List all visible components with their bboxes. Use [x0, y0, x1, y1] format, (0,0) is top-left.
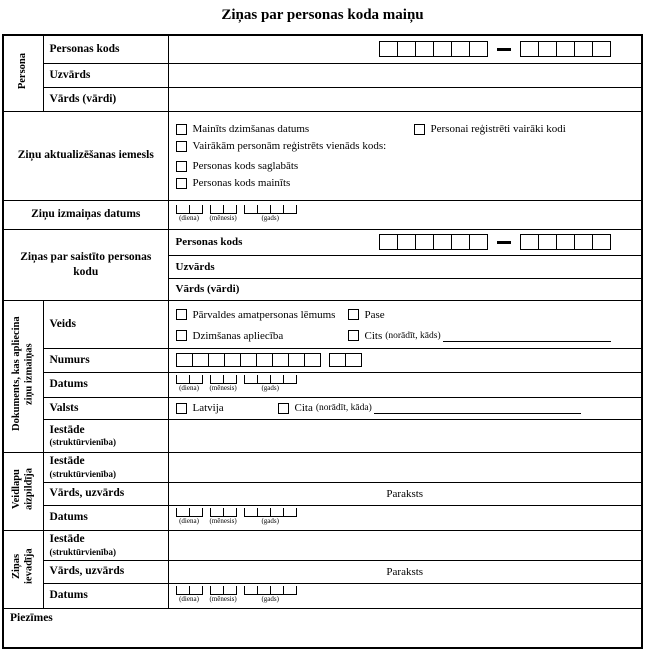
dokuments-datums-field — [168, 372, 642, 397]
option-vienads-kods — [176, 140, 636, 152]
box-cell[interactable] — [345, 353, 362, 367]
ievadija-vards-label: Vārds, uzvārds — [43, 560, 168, 583]
checkbox-label: Cits — [364, 329, 383, 342]
valsts-options — [169, 402, 642, 414]
checkbox-kods-saglabats[interactable] — [176, 161, 187, 172]
ievadija-datums-label: Datums — [43, 583, 168, 608]
day-cells[interactable] — [176, 375, 203, 384]
year-label: (gads) — [261, 595, 279, 604]
checkbox-label: Personas kods saglabāts — [192, 160, 299, 172]
option-registreti-vairaki-kodi — [414, 123, 566, 135]
box-cell[interactable] — [397, 41, 416, 57]
iemesls-options — [169, 116, 642, 195]
date-part-year — [244, 205, 297, 223]
checkbox-pase[interactable] — [348, 309, 359, 320]
veidlapu-datums-field — [168, 505, 642, 530]
izmainas-datums-label: Ziņu izmaiņas datums — [3, 200, 168, 229]
box-cell[interactable] — [538, 41, 557, 57]
month-cells[interactable] — [210, 586, 237, 595]
box-cell[interactable] — [224, 353, 241, 367]
saistitais-vards-label: Vārds (vārdi) — [175, 283, 240, 295]
piezimes-label: Piezīmes — [10, 611, 53, 624]
box-cell[interactable] — [272, 353, 289, 367]
document-number-input[interactable] — [169, 353, 642, 367]
checkbox-label: Latvija — [192, 402, 224, 414]
option-kods-mainits — [176, 177, 636, 189]
checkbox-label: Dzimšanas apliecība — [192, 329, 284, 342]
date-part-year — [244, 586, 297, 604]
day-label: (diena) — [179, 384, 199, 393]
box-cell[interactable] — [208, 353, 225, 367]
option-parvaldes-lemums — [176, 309, 348, 321]
box-cell[interactable] — [223, 375, 237, 384]
saistitais-vards-row — [169, 283, 642, 295]
cita-note: (norādīt, kāda) — [315, 403, 372, 413]
code-second-group[interactable] — [520, 234, 611, 250]
form-table — [2, 34, 643, 649]
year-label: (gads) — [261, 517, 279, 526]
valsts-label: Valsts — [43, 397, 168, 419]
box-cell[interactable] — [415, 41, 434, 57]
box-cell[interactable] — [469, 234, 488, 250]
box-cell[interactable] — [304, 353, 321, 367]
code-second-group[interactable] — [520, 41, 611, 57]
box-cell[interactable] — [176, 375, 190, 384]
date-part-day — [176, 375, 203, 393]
date-part-year — [244, 375, 297, 393]
checkbox-dzimsanas-aplieciba[interactable] — [176, 330, 187, 341]
year-label: (gads) — [261, 214, 279, 223]
box-cell[interactable] — [270, 205, 284, 214]
box-cell[interactable] — [257, 508, 271, 517]
year-cells[interactable] — [244, 586, 297, 595]
checkbox-label: Mainīts dzimšanas datums — [192, 123, 310, 135]
entered-date-input[interactable] — [169, 586, 642, 604]
box-cell[interactable] — [288, 353, 305, 367]
box-cell[interactable] — [176, 205, 190, 214]
veidlapu-iestade-field[interactable] — [168, 452, 642, 482]
option-latvija — [176, 402, 278, 414]
persona-kods-label: Personas kods — [43, 35, 168, 63]
month-cells[interactable] — [210, 508, 237, 517]
persona-uzvards-field[interactable] — [168, 63, 642, 87]
date-part-month — [210, 586, 237, 604]
saistitais-vards-field[interactable] — [168, 278, 642, 300]
iestade-note: (struktūrvienība) — [49, 437, 117, 448]
number-first-group[interactable] — [176, 353, 321, 367]
saistitais-kods-field[interactable] — [168, 229, 642, 255]
veids-options — [169, 301, 642, 348]
cits-write-in-line[interactable] — [443, 330, 611, 342]
document-date-input[interactable] — [169, 375, 642, 393]
box-cell[interactable] — [574, 41, 593, 57]
box-cell[interactable] — [397, 234, 416, 250]
checkbox-label: Vairākām personām reģistrēts vienāds kods: — [192, 140, 387, 152]
checkbox-cita-valsts[interactable] — [278, 403, 289, 414]
checkbox-label: Pase — [364, 308, 385, 321]
box-cell[interactable] — [451, 234, 470, 250]
month-cells[interactable] — [210, 205, 237, 214]
box-cell[interactable] — [283, 205, 297, 214]
box-cell[interactable] — [223, 508, 237, 517]
veids-label: Veids — [43, 300, 168, 348]
number-second-group[interactable] — [329, 353, 362, 367]
dokuments-iestade-label-cell — [43, 419, 168, 452]
saistitais-section-label: Ziņas par saistīto personas kodu — [3, 229, 168, 300]
checkbox-kods-mainits[interactable] — [176, 178, 187, 189]
box-cell[interactable] — [538, 234, 557, 250]
box-cell[interactable] — [379, 41, 398, 57]
filled-date-input[interactable] — [169, 508, 642, 526]
box-cell[interactable] — [244, 375, 258, 384]
month-label: (mēnesis) — [209, 384, 237, 393]
piezimes-field[interactable] — [3, 608, 642, 648]
ievadija-iestade-field[interactable] — [168, 530, 642, 560]
checkbox-label: Cita — [294, 402, 313, 414]
box-cell[interactable] — [283, 375, 297, 384]
option-cita-valsts — [278, 402, 642, 414]
iemesls-line-1 — [176, 123, 636, 135]
date-part-day — [176, 508, 203, 526]
change-date-input[interactable] — [169, 205, 642, 223]
box-cell[interactable] — [256, 353, 273, 367]
iestade-label: Iestāde — [49, 423, 85, 436]
box-cell[interactable] — [176, 586, 190, 595]
box-cell[interactable] — [270, 508, 284, 517]
veidlapu-section-label: Veidlapu aizpildīja — [10, 467, 35, 510]
box-cell[interactable] — [433, 234, 452, 250]
saistitais-uzvards-row — [169, 261, 642, 273]
iemesls-options-cell — [168, 111, 642, 200]
dash-separator — [497, 241, 511, 244]
day-cells[interactable] — [176, 205, 203, 214]
box-cell[interactable] — [433, 41, 452, 57]
box-cell[interactable] — [210, 375, 224, 384]
related-code-input[interactable] — [242, 234, 641, 250]
box-cell[interactable] — [223, 586, 237, 595]
date-part-day — [176, 586, 203, 604]
veidlapu-vards-label: Vārds, uzvārds — [43, 482, 168, 505]
veidlapu-vards-paraksts-field[interactable] — [168, 482, 642, 505]
persona-uzvards-label: Uzvārds — [43, 63, 168, 87]
box-cell[interactable] — [592, 41, 611, 57]
box-cell[interactable] — [520, 41, 539, 57]
veidlapu-iestade-label-cell — [43, 452, 168, 482]
dash-separator — [497, 48, 511, 51]
iestade-label: Iestāde — [49, 533, 85, 546]
cita-write-in-line[interactable] — [374, 402, 581, 414]
ievadija-datums-field — [168, 583, 642, 608]
checkbox-registreti-vairaki-kodi[interactable] — [414, 124, 425, 135]
box-cell[interactable] — [270, 586, 284, 595]
box-cell[interactable] — [574, 234, 593, 250]
box-cell[interactable] — [415, 234, 434, 250]
persona-vards-field[interactable] — [168, 87, 642, 111]
day-label: (diena) — [179, 517, 199, 526]
code-first-group[interactable] — [379, 41, 488, 57]
code-first-group[interactable] — [379, 234, 488, 250]
iemesls-section-label: Ziņu aktualizēšanas iemesls — [3, 111, 168, 200]
veidlapu-datums-label: Datums — [43, 505, 168, 530]
checkbox-vienads-kods[interactable] — [176, 141, 187, 152]
saistitais-kods-row — [169, 234, 642, 250]
box-cell[interactable] — [283, 586, 297, 595]
checkbox-cits[interactable] — [348, 330, 359, 341]
day-cells[interactable] — [176, 586, 203, 595]
box-cell[interactable] — [556, 234, 575, 250]
box-cell[interactable] — [210, 586, 224, 595]
iestade-label: Iestāde — [49, 455, 85, 468]
year-cells[interactable] — [244, 205, 297, 214]
day-cells[interactable] — [176, 508, 203, 517]
box-cell[interactable] — [223, 205, 237, 214]
box-cell[interactable] — [192, 353, 209, 367]
page-title: Ziņas par personas koda maiņu — [221, 7, 424, 23]
box-cell[interactable] — [189, 586, 203, 595]
checkbox-mainits-dzimsanas-datums[interactable] — [176, 124, 187, 135]
iestade-note: (struktūrvienība) — [49, 546, 117, 557]
date-part-month — [210, 205, 237, 223]
dokuments-section-label: Dokuments, kas apliecina ziņu izmaiņas — [10, 316, 35, 431]
box-cell[interactable] — [283, 508, 297, 517]
box-cell[interactable] — [244, 508, 258, 517]
checkbox-label: Personai reģistrēti vairāki kodi — [430, 123, 566, 135]
ievadija-iestade-label-cell — [43, 530, 168, 560]
izmainas-datums-field — [168, 200, 642, 229]
box-cell[interactable] — [189, 508, 203, 517]
box-cell[interactable] — [379, 234, 398, 250]
persona-section-label: Persona — [16, 52, 28, 89]
box-cell[interactable] — [270, 375, 284, 384]
box-cell[interactable] — [257, 205, 271, 214]
box-cell[interactable] — [189, 375, 203, 384]
paraksts-label: Paraksts — [386, 565, 424, 578]
box-cell[interactable] — [592, 234, 611, 250]
veids-line-2 — [176, 330, 634, 342]
box-cell[interactable] — [451, 41, 470, 57]
date-part-month — [210, 375, 237, 393]
veids-line-1 — [176, 309, 634, 321]
dokuments-iestade-field[interactable] — [168, 419, 642, 452]
personal-code-input[interactable] — [169, 41, 642, 57]
box-cell[interactable] — [556, 41, 575, 57]
numurs-label: Numurs — [43, 348, 168, 372]
cits-note: (norādīt, kāds) — [385, 330, 441, 341]
box-cell[interactable] — [210, 508, 224, 517]
box-cell[interactable] — [329, 353, 346, 367]
option-pase — [348, 309, 385, 321]
checkbox-parvaldes-lemums[interactable] — [176, 309, 187, 320]
year-cells[interactable] — [244, 508, 297, 517]
date-part-year — [244, 508, 297, 526]
month-label: (mēnesis) — [209, 214, 237, 223]
dokuments-datums-label: Datums — [43, 372, 168, 397]
box-cell[interactable] — [189, 205, 203, 214]
box-cell[interactable] — [240, 353, 257, 367]
month-label: (mēnesis) — [209, 595, 237, 604]
box-cell[interactable] — [469, 41, 488, 57]
month-cells[interactable] — [210, 375, 237, 384]
saistitais-uzvards-label: Uzvārds — [175, 260, 215, 273]
date-part-day — [176, 205, 203, 223]
box-cell[interactable] — [244, 205, 258, 214]
dokuments-section-cell — [3, 300, 43, 452]
box-cell[interactable] — [176, 353, 193, 367]
option-cits — [348, 330, 634, 342]
persona-kods-field[interactable] — [168, 35, 642, 63]
day-label: (diena) — [179, 214, 199, 223]
box-cell[interactable] — [176, 508, 190, 517]
box-cell[interactable] — [520, 234, 539, 250]
veids-options-cell — [168, 300, 642, 348]
date-part-month — [210, 508, 237, 526]
saistitais-kods-label: Personas kods — [175, 236, 243, 248]
month-label: (mēnesis) — [209, 517, 237, 526]
valsts-options-cell — [168, 397, 642, 419]
persona-vards-label: Vārds (vārdi) — [43, 87, 168, 111]
box-cell[interactable] — [244, 586, 258, 595]
saistitais-uzvards-field[interactable] — [168, 255, 642, 278]
year-cells[interactable] — [244, 375, 297, 384]
day-label: (diena) — [179, 595, 199, 604]
iestade-note: (struktūrvienība) — [49, 468, 117, 479]
box-cell[interactable] — [257, 375, 271, 384]
box-cell[interactable] — [210, 205, 224, 214]
checkbox-label: Pārvaldes amatpersonas lēmums — [192, 308, 336, 321]
checkbox-label: Personas kods mainīts — [192, 177, 291, 189]
numurs-field — [168, 348, 642, 372]
year-label: (gads) — [261, 384, 279, 393]
ievadija-vards-paraksts-field[interactable] — [168, 560, 642, 583]
option-kods-saglabats — [176, 160, 636, 172]
option-mainits-dzimsanas-datums — [176, 123, 414, 135]
checkbox-latvija[interactable] — [176, 403, 187, 414]
box-cell[interactable] — [257, 586, 271, 595]
option-dzimsanas-aplieciba — [176, 330, 348, 342]
ievadija-section-label: Ziņas ievadīja — [10, 548, 35, 585]
persona-section-cell — [3, 35, 43, 111]
ievadija-section-cell — [3, 530, 43, 608]
veidlapu-section-cell — [3, 452, 43, 530]
paraksts-label: Paraksts — [386, 487, 424, 500]
